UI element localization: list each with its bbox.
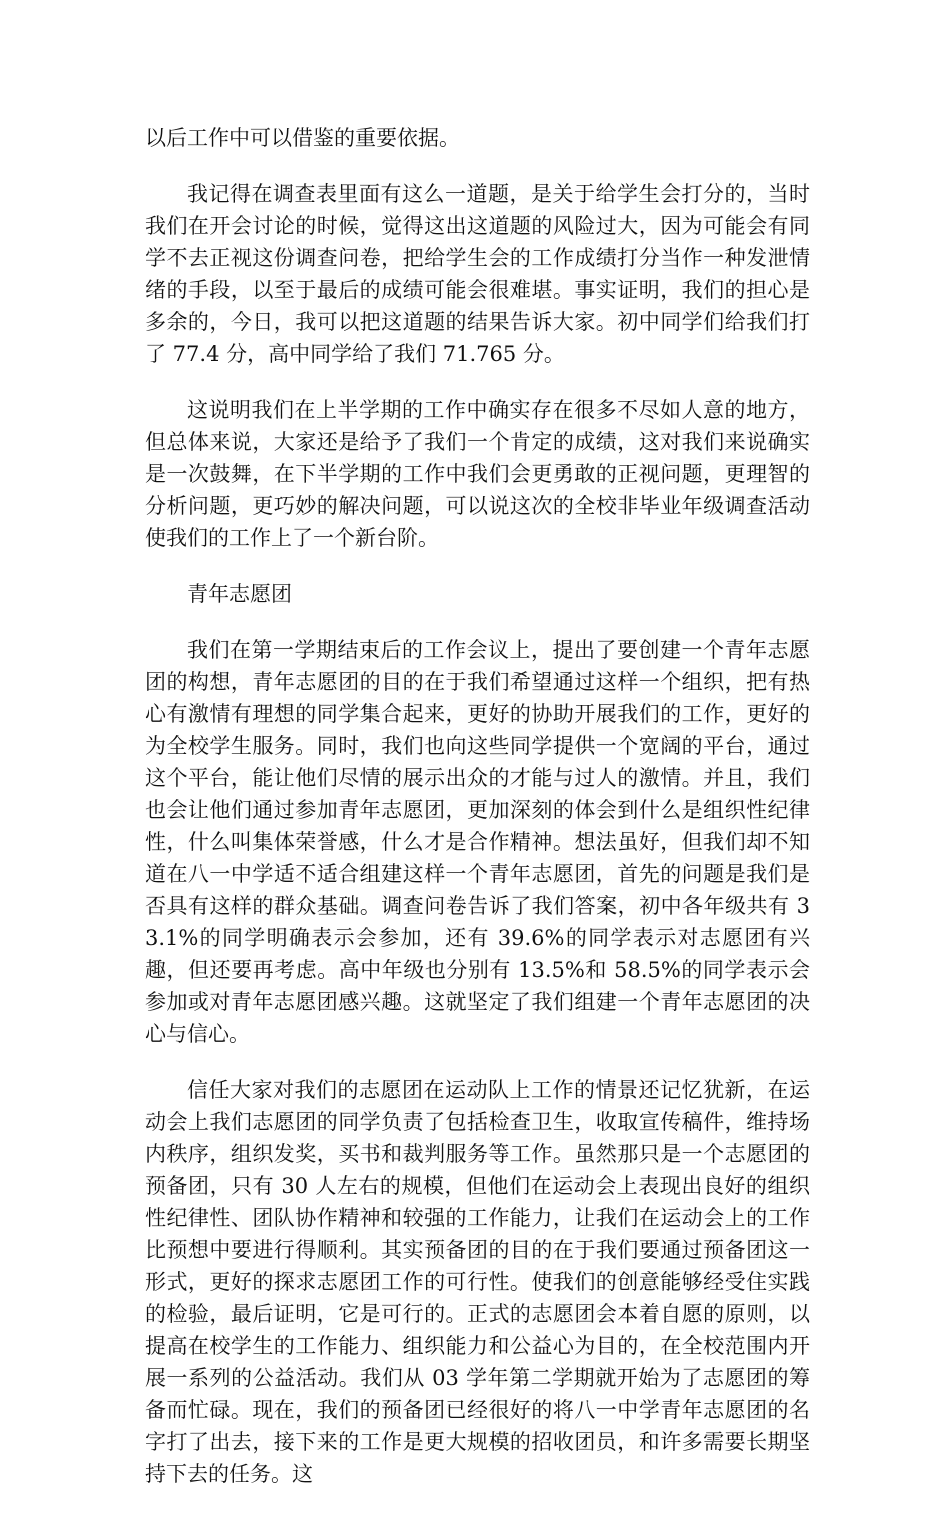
paragraph-volunteer-work: 信任大家对我们的志愿团在运动队上工作的情景还记忆犹新，在运动会上我们志愿团的同学负责了包括检查卫生，收取宣传稿件，维持场内秩序，组织发奖，买书和裁判服务等工作。虽然那只是一个志愿团的预备团，只有 30 人左右的规模，但他们在运动会上表现出良好的组织性纪律性、团队协作精神和较强的工作能力，让我们在运动会上的工作比预想中要进行得顺利。其实预备团的目的在于我们要通过预备团这一形式，更好的探求志愿团工作的可行性。使我们的创意能够经受住实践的检验，最后证明，它是可行的。正式的志愿团会本着自愿的原则，以提高在校学生的工作能力、组织能力和公益心为目的，在全校范围内开展一系列的公益活动。我们从 03 学年第二学期就开始为了志愿团的筹备而忙碌。现在，我们的预备团已经很好的将八一中学青年志愿团的名字打了出去，接下来的工作是更大规模的招收团员，和许多需要长期坚持下去的任务。这 bbox=[145, 1078, 810, 1486]
paragraph-summary: 这说明我们在上半学期的工作中确实存在很多不尽如人意的地方，但总体来说，大家还是给予了我们一个肯定的成绩，这对我们来说确实是一次鼓舞，在下半学期的工作中我们会更勇敢的正视问题，更理智的分析问题，更巧妙的解决问题，可以说这次的全校非毕业年级调查活动使我们的工作上了一个新台阶。 bbox=[145, 398, 810, 550]
paragraph-continuation: 以后工作中可以借鉴的重要依据。 bbox=[145, 126, 460, 150]
document-page bbox=[145, 122, 810, 1514]
section-heading-volunteer-group: 青年志愿团 bbox=[187, 582, 292, 606]
paragraph-survey-score: 我记得在调查表里面有这么一道题，是关于给学生会打分的，当时我们在开会讨论的时候，觉得这出这道题的风险过大，因为可能会有同学不去正视这份调查问卷，把给学生会的工作成绩打分当作一种发泄情绪的手段，以至于最后的成绩可能会很难堪。事实证明，我们的担心是多余的，今日，我可以把这道题的结果告诉大家。初中同学们给我们打了 77.4 分，高中同学给了我们 71.765 分。 bbox=[145, 182, 810, 366]
paragraph-volunteer-plan: 我们在第一学期结束后的工作会议上，提出了要创建一个青年志愿团的构想，青年志愿团的目的在于我们希望通过这样一个组织，把有热心有激情有理想的同学集合起来，更好的协助开展我们的工作，更好的为全校学生服务。同时，我们也向这些同学提供一个宽阔的平台，通过这个平台，能让他们尽情的展示出众的才能与过人的激情。并且，我们也会让他们通过参加青年志愿团，更加深刻的体会到什么是组织性纪律性，什么叫集体荣誉感，什么才是合作精神。想法虽好，但我们却不知道在八一中学适不适合组建这样一个青年志愿团，首先的问题是我们是否具有这样的群众基础。调查问卷告诉了我们答案，初中各年级共有 33.1%的同学明确表示会参加，还有 39.6%的同学表示对志愿团有兴趣，但还要再考虑。高中年级也分别有 13.5%和 58.5%的同学表示会参加或对青年志愿团感兴趣。这就坚定了我们组建一个青年志愿团的决心与信心。 bbox=[145, 638, 810, 1046]
